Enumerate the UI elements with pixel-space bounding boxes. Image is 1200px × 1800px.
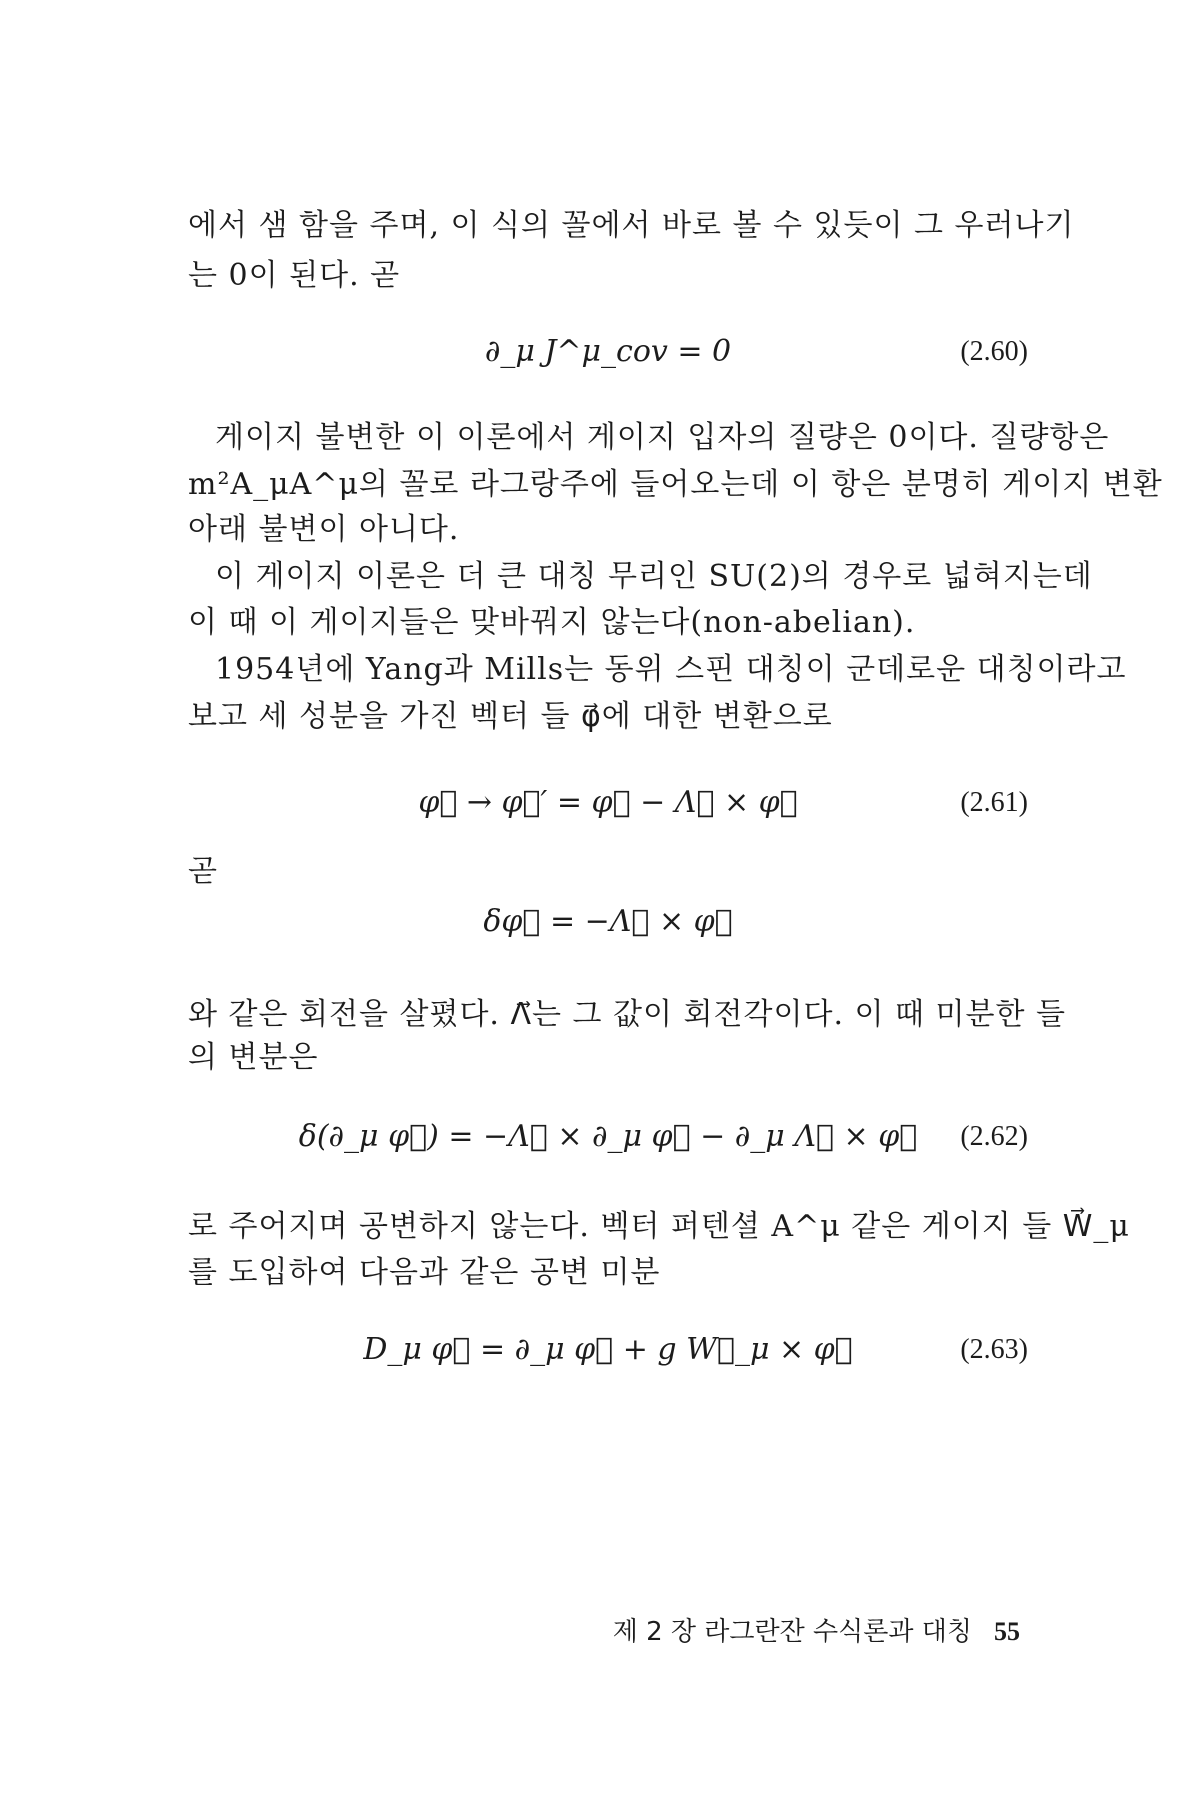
equation-delta-phi: δφ⃗ = −Λ⃗ × φ⃗ [483,904,733,939]
chapter-title: 제 2 장 라그란잔 수식론과 대칭 [612,1617,972,1647]
equation-row-2-60 [188,327,1028,377]
equation-number: (2.61) [960,787,1028,818]
text-line: 곧 [188,854,218,889]
text-line: 1954년에 Yang과 Mills는 동위 스핀 대칭이 군데로운 대칭이라고 [215,652,1127,687]
text-line: 를 도입하여 다음과 같은 공변 미분 [188,1255,661,1290]
text-line: 이 때 이 게이지들은 맞바꿔지 않는다(non-abelian). [188,605,916,640]
page-number: 55 [994,1617,1020,1646]
equation-2-61: φ⃗ → φ⃗′ = φ⃗ − Λ⃗ × φ⃗ [418,785,798,820]
text-line: 에서 샘 함을 주며, 이 식의 꼴에서 바로 볼 수 있듯이 그 우러나기 [188,208,1075,243]
equation-row-2-63 [188,1325,1028,1375]
equation-number: (2.63) [960,1334,1028,1365]
equation-2-62: δ(∂_μ φ⃗) = −Λ⃗ × ∂_μ φ⃗ − ∂_μ Λ⃗ × φ⃗ [298,1119,918,1154]
equation-2-63: D_μ φ⃗ = ∂_μ φ⃗ + g W⃗_μ × φ⃗ [363,1332,853,1367]
text-line: 이 게이지 이론은 더 큰 대칭 무리인 SU(2)의 경우로 넓혀지는데 [215,559,1093,594]
text-line: 로 주어지며 공변하지 않는다. 벡터 퍼텐셜 A^μ 같은 게이지 들 W⃗_μ [188,1209,1130,1244]
text-line: 와 같은 회전을 살폈다. Λ⃗는 그 값이 회전각이다. 이 때 미분한 들 [188,997,1067,1032]
equation-number: (2.62) [960,1121,1028,1152]
page-footer [320,1612,1020,1652]
equation-row-2-62 [188,1112,1028,1162]
equation-row-unnumbered [188,897,1028,947]
text-line: m²A_μA^μ의 꼴로 라그랑주에 들어오는데 이 항은 분명히 게이지 변환 [188,467,1163,502]
text-line: 보고 세 성분을 가진 벡터 들 φ⃗에 대한 변환으로 [188,699,833,734]
text-line: 아래 불변이 아니다. [188,512,460,547]
equation-2-60: ∂_μ J^μ_cov = 0 [484,334,732,369]
text-line: 는 0이 된다. 곧 [188,258,401,293]
equation-number: (2.60) [960,336,1028,367]
equation-row-2-61 [188,778,1028,828]
text-line: 게이지 불변한 이 이론에서 게이지 입자의 질량은 0이다. 질량항은 [215,420,1110,455]
text-line: 의 변분은 [188,1040,319,1075]
